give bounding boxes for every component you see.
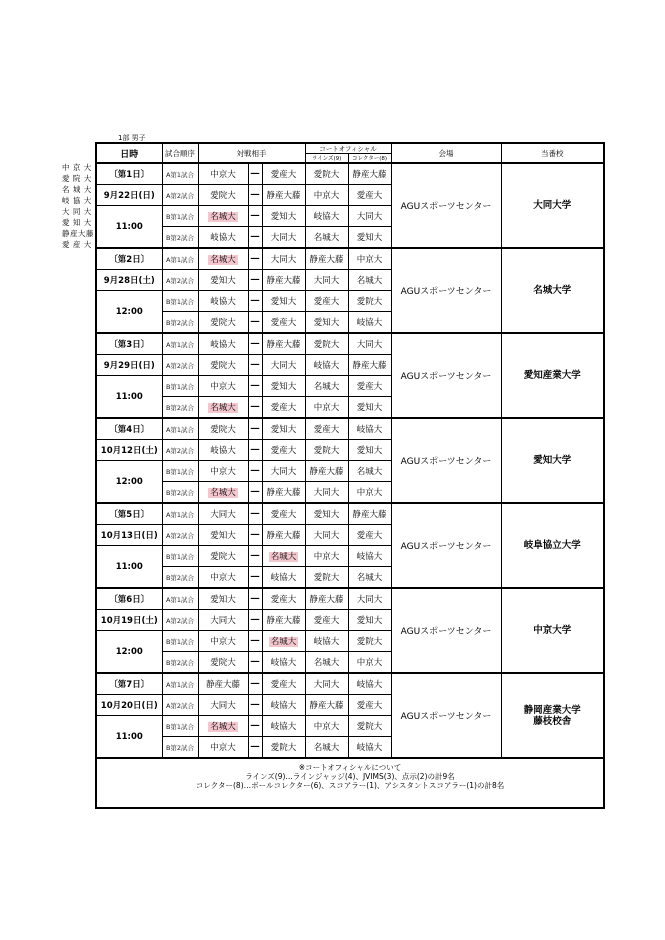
- lines-team: 岐協大: [305, 206, 348, 227]
- collector-team: 名城大: [348, 461, 391, 482]
- team-2: 愛知大: [262, 291, 305, 312]
- game-order: A第2試合: [162, 440, 198, 461]
- highlighted-team: 名城大: [210, 488, 236, 498]
- collector-team: 静産大藤: [348, 503, 391, 525]
- division-label: 1部 男子: [118, 134, 146, 142]
- lines-team: 愛院大: [305, 333, 348, 355]
- host-school: 愛知大学: [501, 418, 604, 503]
- header-court-official: コートオフィシャル: [305, 143, 391, 154]
- team-1: 愛院大: [198, 355, 248, 376]
- collector-team: 愛産大: [348, 376, 391, 397]
- versus-dash: ―: [248, 163, 262, 185]
- team-2: [262, 546, 305, 567]
- team-1: [198, 397, 248, 419]
- host-school: 静岡産業大学 藤枝校舎: [501, 673, 604, 758]
- side-team-item: 愛 産 大: [62, 240, 92, 249]
- round-date: 10月13日(日): [96, 525, 162, 546]
- team-2: 岐協大: [262, 567, 305, 589]
- lines-team: 中京大: [305, 185, 348, 206]
- team-1: [198, 206, 248, 227]
- versus-dash: ―: [248, 312, 262, 334]
- header-datetime: 日時: [96, 143, 162, 163]
- team-2: 愛知大: [262, 418, 305, 440]
- game-order: A第1試合: [162, 503, 198, 525]
- header-order: 試合順序: [162, 143, 198, 163]
- header-venue: 会場: [391, 143, 501, 163]
- versus-dash: ―: [248, 185, 262, 206]
- collector-team: 岐協大: [348, 312, 391, 334]
- highlighted-team: 名城大: [210, 403, 236, 413]
- team-1: 岐協大: [198, 291, 248, 312]
- round-date: 9月29日(日): [96, 355, 162, 376]
- versus-dash: ―: [248, 673, 262, 695]
- host-school: 大同大学: [501, 163, 604, 248]
- game-row: [96, 588, 604, 610]
- team-2: 愛産大: [262, 312, 305, 334]
- team-2: 岐協大: [262, 652, 305, 674]
- team-1: 岐協大: [198, 440, 248, 461]
- game-order: B第1試合: [162, 291, 198, 312]
- lines-team: 名城大: [305, 376, 348, 397]
- team-1: 静産大藤: [198, 673, 248, 695]
- team-1: 中京大: [198, 376, 248, 397]
- versus-dash: ―: [248, 418, 262, 440]
- side-team-item: 岐 協 大: [62, 196, 92, 205]
- lines-team: 愛知大: [305, 312, 348, 334]
- highlighted-team: 名城大: [270, 637, 297, 647]
- lines-team: 岐協大: [305, 631, 348, 652]
- game-order: A第1試合: [162, 333, 198, 355]
- versus-dash: ―: [248, 376, 262, 397]
- game-order: A第2試合: [162, 525, 198, 546]
- team-1: 大同大: [198, 503, 248, 525]
- collector-team: 名城大: [348, 270, 391, 291]
- round-date: 9月28日(土): [96, 270, 162, 291]
- venue: AGUスポーツセンター: [391, 248, 501, 333]
- versus-dash: ―: [248, 525, 262, 546]
- team-1: 愛院大: [198, 185, 248, 206]
- game-order: A第2試合: [162, 270, 198, 291]
- round-time: 12:00: [96, 461, 162, 504]
- team-1: 中京大: [198, 461, 248, 482]
- team-2: 愛産大: [262, 588, 305, 610]
- round-day: 〔第5日〕: [96, 503, 162, 525]
- game-order: B第1試合: [162, 631, 198, 652]
- lines-team: 中京大: [305, 716, 348, 737]
- collector-team: 愛知大: [348, 397, 391, 419]
- collector-team: 岐協大: [348, 737, 391, 759]
- side-team-item: 大 同 大: [62, 207, 92, 216]
- lines-team: 名城大: [305, 737, 348, 759]
- team-2: 大同大: [262, 248, 305, 270]
- host-school: 岐阜協立大学: [501, 503, 604, 588]
- game-order: B第2試合: [162, 482, 198, 504]
- lines-team: 愛院大: [305, 567, 348, 589]
- round-date: 10月12日(土): [96, 440, 162, 461]
- collector-team: 中京大: [348, 652, 391, 674]
- game-order: B第2試合: [162, 227, 198, 249]
- team-2: 愛産大: [262, 397, 305, 419]
- round-day: 〔第2日〕: [96, 248, 162, 270]
- collector-team: 愛産大: [348, 185, 391, 206]
- round-date: 9月22日(日): [96, 185, 162, 206]
- note-line: コレクター(8)…ボールコレクター(6)、スコアラー(1)、アシスタントスコアラー(1)の計8名: [195, 781, 505, 790]
- lines-team: 大同大: [305, 270, 348, 291]
- collector-team: 愛産大: [348, 525, 391, 546]
- game-order: B第1試合: [162, 206, 198, 227]
- lines-team: 名城大: [305, 227, 348, 249]
- game-order: A第2試合: [162, 610, 198, 631]
- team-1: 岐協大: [198, 333, 248, 355]
- collector-team: 名城大: [348, 567, 391, 589]
- versus-dash: ―: [248, 503, 262, 525]
- game-order: B第2試合: [162, 567, 198, 589]
- team-2: 愛知大: [262, 376, 305, 397]
- game-order: B第1試合: [162, 461, 198, 482]
- lines-team: 静産大藤: [305, 695, 348, 716]
- versus-dash: ―: [248, 397, 262, 419]
- highlighted-team: 名城大: [210, 212, 236, 222]
- lines-team: 愛院大: [305, 163, 348, 185]
- venue: AGUスポーツセンター: [391, 418, 501, 503]
- header-host: 当番校: [501, 143, 604, 163]
- game-row: [96, 673, 604, 695]
- round-date: 10月20日(日): [96, 695, 162, 716]
- collector-team: 愛院大: [348, 716, 391, 737]
- side-team-item: 静産大藤: [62, 229, 94, 238]
- versus-dash: ―: [248, 737, 262, 759]
- lines-team: 静産大藤: [305, 248, 348, 270]
- team-2: 静産大藤: [262, 610, 305, 631]
- game-order: B第2試合: [162, 312, 198, 334]
- game-row: [96, 163, 604, 185]
- versus-dash: ―: [248, 695, 262, 716]
- venue: AGUスポーツセンター: [391, 503, 501, 588]
- team-2: 静産大藤: [262, 333, 305, 355]
- game-order: A第1試合: [162, 588, 198, 610]
- team-1: 愛知大: [198, 525, 248, 546]
- lines-team: 大同大: [305, 673, 348, 695]
- lines-team: 大同大: [305, 525, 348, 546]
- team-1: 中京大: [198, 631, 248, 652]
- lines-team: 名城大: [305, 652, 348, 674]
- team-2: 大同大: [262, 227, 305, 249]
- game-order: A第1試合: [162, 673, 198, 695]
- notes-cell: [96, 758, 604, 808]
- versus-dash: ―: [248, 461, 262, 482]
- team-2: 愛産大: [262, 673, 305, 695]
- lines-team: 愛知大: [305, 503, 348, 525]
- venue: AGUスポーツセンター: [391, 333, 501, 418]
- side-team-item: 愛 院 大: [62, 174, 92, 183]
- team-2: 岐協大: [262, 716, 305, 737]
- collector-team: 愛知大: [348, 227, 391, 249]
- lines-team: 中京大: [305, 546, 348, 567]
- versus-dash: ―: [248, 355, 262, 376]
- header-matchup: 対戦相手: [198, 143, 305, 163]
- team-1: [198, 248, 248, 270]
- side-team-item: 名 城 大: [62, 185, 92, 194]
- collector-team: 岐協大: [348, 418, 391, 440]
- game-order: A第1試合: [162, 163, 198, 185]
- round-time: 12:00: [96, 631, 162, 674]
- lines-team: 中京大: [305, 397, 348, 419]
- team-1: 愛院大: [198, 652, 248, 674]
- collector-team: 愛産大: [348, 695, 391, 716]
- game-row: [96, 248, 604, 270]
- notes-row: [96, 758, 604, 808]
- collector-team: 愛知大: [348, 610, 391, 631]
- team-2: 愛産大: [262, 163, 305, 185]
- team-2: 愛産大: [262, 503, 305, 525]
- team-2: 大同大: [262, 355, 305, 376]
- lines-team: 大同大: [305, 482, 348, 504]
- side-team-item: 愛 知 大: [62, 218, 92, 227]
- lines-team: 愛院大: [305, 440, 348, 461]
- round-date: 10月19日(土): [96, 610, 162, 631]
- game-order: B第2試合: [162, 397, 198, 419]
- lines-team: 静産大藤: [305, 461, 348, 482]
- round-day: 〔第7日〕: [96, 673, 162, 695]
- versus-dash: ―: [248, 291, 262, 312]
- game-order: B第2試合: [162, 652, 198, 674]
- game-row: [96, 418, 604, 440]
- collector-team: 中京大: [348, 248, 391, 270]
- collector-team: 岐協大: [348, 673, 391, 695]
- header-collector: コレクター(8): [348, 154, 391, 164]
- versus-dash: ―: [248, 546, 262, 567]
- schedule-table: [95, 142, 605, 809]
- versus-dash: ―: [248, 333, 262, 355]
- team-2: 大同大: [262, 461, 305, 482]
- team-2: 愛院大: [262, 737, 305, 759]
- round-day: 〔第4日〕: [96, 418, 162, 440]
- team-1: 中京大: [198, 567, 248, 589]
- collector-team: 岐協大: [348, 546, 391, 567]
- collector-team: 中京大: [348, 482, 391, 504]
- game-order: B第1試合: [162, 376, 198, 397]
- collector-team: 愛知大: [348, 440, 391, 461]
- team-1: 愛院大: [198, 312, 248, 334]
- round-day: 〔第3日〕: [96, 333, 162, 355]
- versus-dash: ―: [248, 716, 262, 737]
- venue: AGUスポーツセンター: [391, 163, 501, 248]
- team-2: [262, 631, 305, 652]
- game-row: [96, 503, 604, 525]
- team-1: 大同大: [198, 695, 248, 716]
- collector-team: 愛院大: [348, 631, 391, 652]
- header-lines: ラインズ(9): [305, 154, 348, 164]
- team-1: [198, 716, 248, 737]
- team-1: 愛院大: [198, 546, 248, 567]
- lines-team: 岐協大: [305, 355, 348, 376]
- host-school: 中京大学: [501, 588, 604, 673]
- team-1: 岐協大: [198, 227, 248, 249]
- lines-team: 愛産大: [305, 291, 348, 312]
- note-line: ※コートオフィシャルについて: [298, 763, 402, 772]
- collector-team: 静産大藤: [348, 163, 391, 185]
- round-time: 11:00: [96, 546, 162, 589]
- highlighted-team: 名城大: [210, 722, 236, 732]
- versus-dash: ―: [248, 248, 262, 270]
- round-time: 12:00: [96, 291, 162, 334]
- lines-team: 愛産大: [305, 418, 348, 440]
- side-team-list: [62, 162, 96, 250]
- highlighted-team: 名城大: [270, 552, 297, 562]
- lines-team: 愛産大: [305, 610, 348, 631]
- versus-dash: ―: [248, 270, 262, 291]
- note-line: ラインズ(9)…ラインジャッジ(4)、JVIMS(3)、点示(2)の計9名: [245, 772, 455, 781]
- round-time: 11:00: [96, 716, 162, 759]
- host-school: 名城大学: [501, 248, 604, 333]
- game-order: B第2試合: [162, 737, 198, 759]
- team-1: 愛知大: [198, 588, 248, 610]
- collector-team: 静産大藤: [348, 355, 391, 376]
- collector-team: 大同大: [348, 206, 391, 227]
- versus-dash: ―: [248, 440, 262, 461]
- versus-dash: ―: [248, 227, 262, 249]
- versus-dash: ―: [248, 631, 262, 652]
- game-row: [96, 333, 604, 355]
- versus-dash: ―: [248, 588, 262, 610]
- game-order: A第1試合: [162, 418, 198, 440]
- game-order: A第1試合: [162, 248, 198, 270]
- game-order: A第2試合: [162, 185, 198, 206]
- team-2: 静産大藤: [262, 525, 305, 546]
- round-day: 〔第1日〕: [96, 163, 162, 185]
- side-team-item: 中 京 大: [62, 163, 92, 172]
- team-1: 大同大: [198, 610, 248, 631]
- team-1: 愛知大: [198, 270, 248, 291]
- venue: AGUスポーツセンター: [391, 673, 501, 758]
- round-time: 11:00: [96, 376, 162, 419]
- round-time: 11:00: [96, 206, 162, 249]
- team-2: 愛知大: [262, 206, 305, 227]
- team-2: 静産大藤: [262, 185, 305, 206]
- versus-dash: ―: [248, 567, 262, 589]
- versus-dash: ―: [248, 610, 262, 631]
- host-school: 愛知産業大学: [501, 333, 604, 418]
- collector-team: 大同大: [348, 588, 391, 610]
- team-2: 静産大藤: [262, 270, 305, 291]
- team-2: 静産大藤: [262, 482, 305, 504]
- game-order: A第2試合: [162, 355, 198, 376]
- game-order: B第1試合: [162, 716, 198, 737]
- lines-team: 静産大藤: [305, 588, 348, 610]
- collector-team: 愛院大: [348, 291, 391, 312]
- team-1: 愛院大: [198, 418, 248, 440]
- game-order: B第1試合: [162, 546, 198, 567]
- versus-dash: ―: [248, 206, 262, 227]
- team-2: 愛産大: [262, 440, 305, 461]
- collector-team: 大同大: [348, 333, 391, 355]
- round-day: 〔第6日〕: [96, 588, 162, 610]
- versus-dash: ―: [248, 652, 262, 674]
- highlighted-team: 名城大: [210, 255, 236, 265]
- game-order: A第2試合: [162, 695, 198, 716]
- venue: AGUスポーツセンター: [391, 588, 501, 673]
- team-1: [198, 482, 248, 504]
- versus-dash: ―: [248, 482, 262, 504]
- team-1: 中京大: [198, 737, 248, 759]
- team-2: 岐協大: [262, 695, 305, 716]
- team-1: 中京大: [198, 163, 248, 185]
